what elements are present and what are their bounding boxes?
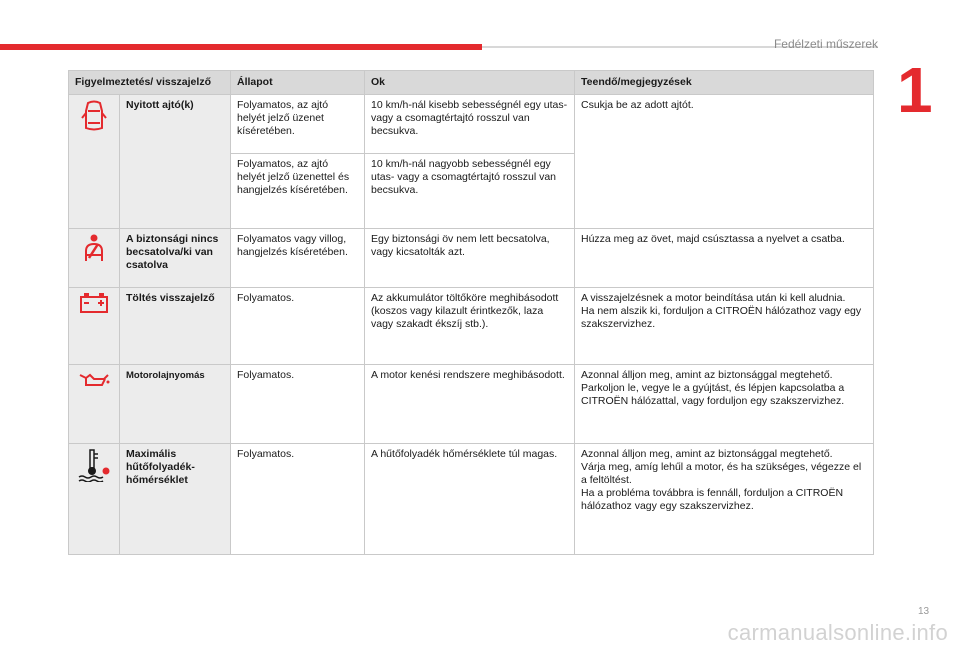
cause-text: Egy biztonsági öv nem lett becsatolva, vagy kicsatolták azt. [365,229,575,288]
chapter-title: Fedélzeti műszerek [773,37,878,51]
indicator-name: Nyitott ajtó(k) [120,95,231,229]
indicator-icon-cell [69,288,120,365]
page-number: 13 [918,606,930,617]
chapter-number: 1 [897,54,933,126]
state-text: Folyamatos, az ajtó helyét jelző üzenet kíséretében. [231,95,365,154]
oil-pressure-icon [75,369,113,389]
table-row [69,365,874,444]
table-row [69,444,874,555]
action-text: Húzza meg az övet, majd csúsztassa a nyelvet a csatba. [575,229,874,288]
cause-text: 10 km/h-nál kisebb sebességnél egy utas- vagy a csomagtértajtó rosszul van becsukva. [365,95,575,154]
cause-text: Az akkumulátor töltőköre meghibásodott (koszos vagy kilazult érintkezők, laza vagy szakadt ékszíj stb.). [365,288,575,365]
state-text: Folyamatos. [231,365,365,444]
cause-text: 10 km/h-nál nagyobb sebességnél egy utas- vagy a csomagtértajtó rosszul van becsukva. [365,154,575,229]
door-open-icon [75,99,113,133]
action-text: Azonnal álljon meg, amint az biztonsággal megtehető. Parkoljon le, vegye le a gyújtást, és lépjen kapcsolatba a CITROËN hálózattal, vagy forduljon egy szakszervizhez. [575,365,874,444]
indicator-icon-cell [69,229,120,288]
indicator-name: Motorolajnyomás [120,365,231,444]
indicator-name: Maximális hűtőfolyadék-hőmérséklet [120,444,231,555]
indicator-icon-cell [69,444,120,555]
warning-indicator-table [68,70,874,555]
column-header-cause: Ok [365,71,575,95]
indicator-icon-cell [69,95,120,229]
action-text: Azonnal álljon meg, amint az biztonsággal megtehető. Várja meg, amíg lehűl a motor, és ha szükséges, végezze el a feltöltést. Ha a probléma továbbra is fennáll, forduljon a CITROËN hálózathoz vagy egy szakszervizhez. [575,444,874,555]
chapter-accent-bar [0,44,482,50]
state-text: Folyamatos. [231,444,365,555]
table-header-row [69,71,874,95]
action-text: A visszajelzésnek a motor beindítása után ki kell aludnia. Ha nem alszik ki, forduljon a CITROËN hálózathoz vagy egy szakszervizhez. [575,288,874,365]
coolant-temperature-icon [75,448,113,482]
watermark: carmanualsonline.info [727,620,948,645]
action-text: Csukja be az adott ajtót. [575,95,874,229]
column-header-action: Teendő/megjegyzések [575,71,874,95]
table-row [69,229,874,288]
table-row [69,288,874,365]
column-header-indicator: Figyelmeztetés/ visszajelző [69,71,231,95]
state-text: Folyamatos vagy villog, hangjelzés kíséretében. [231,229,365,288]
battery-charge-icon [75,292,113,314]
indicator-name: A biztonsági nincs becsatolva/ki van csatolva [120,229,231,288]
indicator-name: Töltés visszajelző [120,288,231,365]
indicator-icon-cell [69,365,120,444]
table-row [69,95,874,154]
state-text: Folyamatos. [231,288,365,365]
seatbelt-icon [75,233,113,263]
column-header-state: Állapot [231,71,365,95]
cause-text: A hűtőfolyadék hőmérséklete túl magas. [365,444,575,555]
state-text: Folyamatos, az ajtó helyét jelző üzenettel és hangjelzés kíséretében. [231,154,365,229]
cause-text: A motor kenési rendszere meghibásodott. [365,365,575,444]
